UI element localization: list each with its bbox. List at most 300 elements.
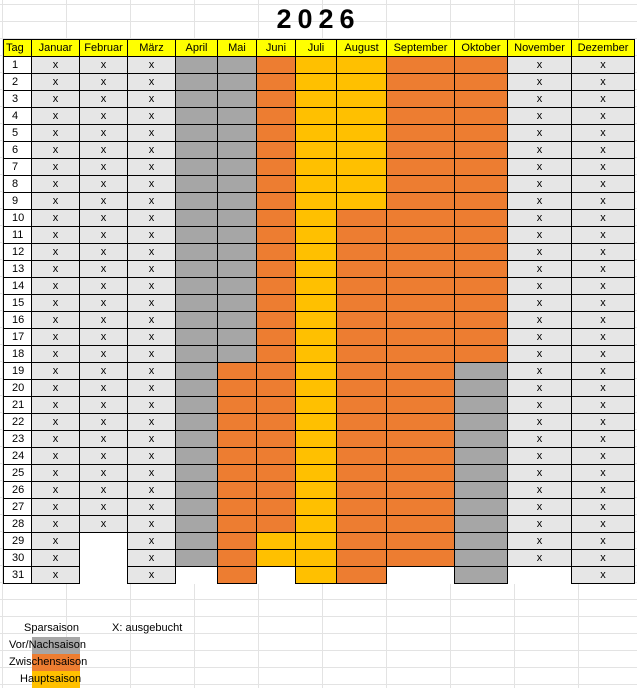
vornach-season-cell[interactable] xyxy=(176,193,218,210)
vornach-season-cell[interactable] xyxy=(455,533,508,550)
zwischen-season-cell[interactable] xyxy=(257,74,296,91)
day-number-cell[interactable]: 15 xyxy=(4,295,32,312)
zwischen-season-cell[interactable] xyxy=(218,431,257,448)
booked-cell[interactable]: x xyxy=(508,278,572,295)
booked-cell[interactable]: x xyxy=(128,397,176,414)
zwischen-season-cell[interactable] xyxy=(387,193,455,210)
day-number-cell[interactable]: 11 xyxy=(4,227,32,244)
booked-cell[interactable]: x xyxy=(508,159,572,176)
vornach-season-cell[interactable] xyxy=(176,329,218,346)
zwischen-season-cell[interactable] xyxy=(257,193,296,210)
zwischen-season-cell[interactable] xyxy=(257,244,296,261)
booked-cell[interactable]: x xyxy=(508,57,572,74)
booked-cell[interactable]: x xyxy=(128,278,176,295)
zwischen-season-cell[interactable] xyxy=(337,431,387,448)
zwischen-season-cell[interactable] xyxy=(337,397,387,414)
booked-cell[interactable]: x xyxy=(80,346,128,363)
zwischen-season-cell[interactable] xyxy=(257,295,296,312)
booked-cell[interactable]: x xyxy=(32,550,80,567)
booked-cell[interactable]: x xyxy=(80,380,128,397)
zwischen-season-cell[interactable] xyxy=(218,567,257,584)
vornach-season-cell[interactable] xyxy=(218,312,257,329)
zwischen-season-cell[interactable] xyxy=(455,261,508,278)
booked-cell[interactable]: x xyxy=(128,431,176,448)
booked-cell[interactable]: x xyxy=(128,465,176,482)
zwischen-season-cell[interactable] xyxy=(455,244,508,261)
vornach-season-cell[interactable] xyxy=(176,482,218,499)
zwischen-season-cell[interactable] xyxy=(257,210,296,227)
day-number-cell[interactable]: 12 xyxy=(4,244,32,261)
haupt-season-cell[interactable] xyxy=(337,57,387,74)
header-cell-month[interactable]: August xyxy=(337,40,387,57)
booked-cell[interactable]: x xyxy=(508,448,572,465)
zwischen-season-cell[interactable] xyxy=(455,210,508,227)
booked-cell[interactable]: x xyxy=(508,176,572,193)
booked-cell[interactable]: x xyxy=(508,465,572,482)
booked-cell[interactable]: x xyxy=(572,482,635,499)
vornach-season-cell[interactable] xyxy=(455,550,508,567)
vornach-season-cell[interactable] xyxy=(218,210,257,227)
zwischen-season-cell[interactable] xyxy=(337,363,387,380)
haupt-season-cell[interactable] xyxy=(296,210,337,227)
booked-cell[interactable]: x xyxy=(572,278,635,295)
haupt-season-cell[interactable] xyxy=(296,261,337,278)
day-number-cell[interactable]: 28 xyxy=(4,516,32,533)
vornach-season-cell[interactable] xyxy=(176,414,218,431)
booked-cell[interactable]: x xyxy=(128,193,176,210)
day-number-cell[interactable]: 1 xyxy=(4,57,32,74)
booked-cell[interactable]: x xyxy=(572,125,635,142)
booked-cell[interactable]: x xyxy=(32,295,80,312)
haupt-season-cell[interactable] xyxy=(296,431,337,448)
day-number-cell[interactable]: 3 xyxy=(4,91,32,108)
booked-cell[interactable]: x xyxy=(80,193,128,210)
haupt-season-cell[interactable] xyxy=(296,278,337,295)
booked-cell[interactable]: x xyxy=(128,244,176,261)
booked-cell[interactable]: x xyxy=(572,74,635,91)
vornach-season-cell[interactable] xyxy=(176,465,218,482)
haupt-season-cell[interactable] xyxy=(296,244,337,261)
haupt-season-cell[interactable] xyxy=(296,533,337,550)
day-number-cell[interactable]: 24 xyxy=(4,448,32,465)
zwischen-season-cell[interactable] xyxy=(257,397,296,414)
day-number-cell[interactable]: 21 xyxy=(4,397,32,414)
zwischen-season-cell[interactable] xyxy=(387,227,455,244)
booked-cell[interactable]: x xyxy=(80,448,128,465)
day-number-cell[interactable]: 23 xyxy=(4,431,32,448)
booked-cell[interactable]: x xyxy=(32,533,80,550)
haupt-season-cell[interactable] xyxy=(296,363,337,380)
booked-cell[interactable]: x xyxy=(128,482,176,499)
booked-cell[interactable]: x xyxy=(32,125,80,142)
booked-cell[interactable]: x xyxy=(572,227,635,244)
booked-cell[interactable]: x xyxy=(32,210,80,227)
haupt-season-cell[interactable] xyxy=(296,159,337,176)
zwischen-season-cell[interactable] xyxy=(257,142,296,159)
zwischen-season-cell[interactable] xyxy=(218,465,257,482)
zwischen-season-cell[interactable] xyxy=(387,261,455,278)
haupt-season-cell[interactable] xyxy=(296,176,337,193)
booked-cell[interactable]: x xyxy=(572,499,635,516)
booked-cell[interactable]: x xyxy=(80,125,128,142)
day-number-cell[interactable]: 27 xyxy=(4,499,32,516)
vornach-season-cell[interactable] xyxy=(176,295,218,312)
booked-cell[interactable]: x xyxy=(572,176,635,193)
booked-cell[interactable]: x xyxy=(80,431,128,448)
booked-cell[interactable]: x xyxy=(80,176,128,193)
zwischen-season-cell[interactable] xyxy=(387,142,455,159)
booked-cell[interactable]: x xyxy=(32,74,80,91)
booked-cell[interactable]: x xyxy=(32,176,80,193)
vornach-season-cell[interactable] xyxy=(218,278,257,295)
zwischen-season-cell[interactable] xyxy=(337,567,387,584)
vornach-season-cell[interactable] xyxy=(218,74,257,91)
header-cell-month[interactable]: März xyxy=(128,40,176,57)
vornach-season-cell[interactable] xyxy=(218,244,257,261)
zwischen-season-cell[interactable] xyxy=(455,278,508,295)
zwischen-season-cell[interactable] xyxy=(455,57,508,74)
header-cell-month[interactable]: Mai xyxy=(218,40,257,57)
header-cell-month[interactable]: Dezember xyxy=(572,40,635,57)
zwischen-season-cell[interactable] xyxy=(455,108,508,125)
zwischen-season-cell[interactable] xyxy=(455,91,508,108)
booked-cell[interactable]: x xyxy=(32,499,80,516)
zwischen-season-cell[interactable] xyxy=(387,312,455,329)
booked-cell[interactable]: x xyxy=(572,550,635,567)
zwischen-season-cell[interactable] xyxy=(257,363,296,380)
booked-cell[interactable]: x xyxy=(572,448,635,465)
booked-cell[interactable]: x xyxy=(508,312,572,329)
day-number-cell[interactable]: 31 xyxy=(4,567,32,584)
booked-cell[interactable]: x xyxy=(572,431,635,448)
zwischen-season-cell[interactable] xyxy=(387,295,455,312)
vornach-season-cell[interactable] xyxy=(176,516,218,533)
booked-cell[interactable]: x xyxy=(32,193,80,210)
booked-cell[interactable]: x xyxy=(80,278,128,295)
booked-cell[interactable]: x xyxy=(80,414,128,431)
vornach-season-cell[interactable] xyxy=(176,108,218,125)
zwischen-season-cell[interactable] xyxy=(257,431,296,448)
zwischen-season-cell[interactable] xyxy=(337,533,387,550)
zwischen-season-cell[interactable] xyxy=(337,295,387,312)
haupt-season-cell[interactable] xyxy=(296,312,337,329)
day-number-cell[interactable]: 4 xyxy=(4,108,32,125)
booked-cell[interactable]: x xyxy=(128,499,176,516)
header-cell-month[interactable]: September xyxy=(387,40,455,57)
booked-cell[interactable]: x xyxy=(128,329,176,346)
booked-cell[interactable]: x xyxy=(572,142,635,159)
haupt-season-cell[interactable] xyxy=(337,142,387,159)
zwischen-season-cell[interactable] xyxy=(218,448,257,465)
vornach-season-cell[interactable] xyxy=(455,431,508,448)
booked-cell[interactable]: x xyxy=(80,312,128,329)
day-number-cell[interactable]: 2 xyxy=(4,74,32,91)
zwischen-season-cell[interactable] xyxy=(257,227,296,244)
zwischen-season-cell[interactable] xyxy=(387,516,455,533)
vornach-season-cell[interactable] xyxy=(218,227,257,244)
zwischen-season-cell[interactable] xyxy=(337,227,387,244)
zwischen-season-cell[interactable] xyxy=(257,516,296,533)
vornach-season-cell[interactable] xyxy=(176,261,218,278)
booked-cell[interactable]: x xyxy=(508,363,572,380)
haupt-season-cell[interactable] xyxy=(337,193,387,210)
booked-cell[interactable]: x xyxy=(508,261,572,278)
booked-cell[interactable]: x xyxy=(32,363,80,380)
day-number-cell[interactable]: 9 xyxy=(4,193,32,210)
day-number-cell[interactable]: 20 xyxy=(4,380,32,397)
booked-cell[interactable]: x xyxy=(128,533,176,550)
day-number-cell[interactable]: 19 xyxy=(4,363,32,380)
zwischen-season-cell[interactable] xyxy=(218,550,257,567)
booked-cell[interactable]: x xyxy=(128,125,176,142)
vornach-season-cell[interactable] xyxy=(176,142,218,159)
vornach-season-cell[interactable] xyxy=(455,482,508,499)
zwischen-season-cell[interactable] xyxy=(337,278,387,295)
day-number-cell[interactable]: 7 xyxy=(4,159,32,176)
booked-cell[interactable]: x xyxy=(80,159,128,176)
booked-cell[interactable]: x xyxy=(128,295,176,312)
haupt-season-cell[interactable] xyxy=(296,227,337,244)
booked-cell[interactable]: x xyxy=(80,74,128,91)
zwischen-season-cell[interactable] xyxy=(218,499,257,516)
haupt-season-cell[interactable] xyxy=(257,550,296,567)
booked-cell[interactable]: x xyxy=(80,363,128,380)
zwischen-season-cell[interactable] xyxy=(337,499,387,516)
vornach-season-cell[interactable] xyxy=(455,499,508,516)
booked-cell[interactable]: x xyxy=(32,108,80,125)
haupt-season-cell[interactable] xyxy=(296,516,337,533)
zwischen-season-cell[interactable] xyxy=(218,397,257,414)
zwischen-season-cell[interactable] xyxy=(387,57,455,74)
haupt-season-cell[interactable] xyxy=(337,108,387,125)
booked-cell[interactable]: x xyxy=(32,57,80,74)
vornach-season-cell[interactable] xyxy=(218,261,257,278)
booked-cell[interactable]: x xyxy=(128,159,176,176)
zwischen-season-cell[interactable] xyxy=(218,516,257,533)
zwischen-season-cell[interactable] xyxy=(387,91,455,108)
booked-cell[interactable]: x xyxy=(508,91,572,108)
zwischen-season-cell[interactable] xyxy=(387,346,455,363)
vornach-season-cell[interactable] xyxy=(218,57,257,74)
booked-cell[interactable]: x xyxy=(128,567,176,584)
booked-cell[interactable]: x xyxy=(128,91,176,108)
day-number-cell[interactable]: 16 xyxy=(4,312,32,329)
zwischen-season-cell[interactable] xyxy=(218,533,257,550)
zwischen-season-cell[interactable] xyxy=(387,550,455,567)
zwischen-season-cell[interactable] xyxy=(257,91,296,108)
header-cell-month[interactable]: April xyxy=(176,40,218,57)
zwischen-season-cell[interactable] xyxy=(387,533,455,550)
zwischen-season-cell[interactable] xyxy=(257,482,296,499)
booked-cell[interactable]: x xyxy=(572,567,635,584)
vornach-season-cell[interactable] xyxy=(176,74,218,91)
zwischen-season-cell[interactable] xyxy=(455,346,508,363)
vornach-season-cell[interactable] xyxy=(176,91,218,108)
zwischen-season-cell[interactable] xyxy=(387,329,455,346)
booked-cell[interactable]: x xyxy=(128,210,176,227)
haupt-season-cell[interactable] xyxy=(296,465,337,482)
haupt-season-cell[interactable] xyxy=(296,380,337,397)
booked-cell[interactable]: x xyxy=(32,567,80,584)
booked-cell[interactable]: x xyxy=(128,142,176,159)
booked-cell[interactable]: x xyxy=(572,516,635,533)
haupt-season-cell[interactable] xyxy=(296,346,337,363)
booked-cell[interactable]: x xyxy=(32,465,80,482)
header-cell-tag[interactable]: Tag xyxy=(4,40,32,57)
vornach-season-cell[interactable] xyxy=(218,295,257,312)
booked-cell[interactable]: x xyxy=(32,448,80,465)
booked-cell[interactable]: x xyxy=(572,397,635,414)
zwischen-season-cell[interactable] xyxy=(218,380,257,397)
header-cell-month[interactable]: Januar xyxy=(32,40,80,57)
booked-cell[interactable]: x xyxy=(32,227,80,244)
zwischen-season-cell[interactable] xyxy=(387,244,455,261)
haupt-season-cell[interactable] xyxy=(337,125,387,142)
zwischen-season-cell[interactable] xyxy=(455,176,508,193)
booked-cell[interactable]: x xyxy=(572,465,635,482)
day-number-cell[interactable]: 13 xyxy=(4,261,32,278)
zwischen-season-cell[interactable] xyxy=(337,329,387,346)
vornach-season-cell[interactable] xyxy=(176,159,218,176)
vornach-season-cell[interactable] xyxy=(218,108,257,125)
zwischen-season-cell[interactable] xyxy=(337,312,387,329)
vornach-season-cell[interactable] xyxy=(176,227,218,244)
zwischen-season-cell[interactable] xyxy=(218,414,257,431)
haupt-season-cell[interactable] xyxy=(337,159,387,176)
header-cell-month[interactable]: Oktober xyxy=(455,40,508,57)
booked-cell[interactable]: x xyxy=(572,210,635,227)
booked-cell[interactable]: x xyxy=(80,295,128,312)
haupt-season-cell[interactable] xyxy=(296,57,337,74)
haupt-season-cell[interactable] xyxy=(296,193,337,210)
booked-cell[interactable]: x xyxy=(508,108,572,125)
zwischen-season-cell[interactable] xyxy=(455,142,508,159)
booked-cell[interactable]: x xyxy=(508,295,572,312)
vornach-season-cell[interactable] xyxy=(176,431,218,448)
booked-cell[interactable]: x xyxy=(508,550,572,567)
booked-cell[interactable]: x xyxy=(572,346,635,363)
booked-cell[interactable]: x xyxy=(572,244,635,261)
zwischen-season-cell[interactable] xyxy=(387,499,455,516)
vornach-season-cell[interactable] xyxy=(176,278,218,295)
booked-cell[interactable]: x xyxy=(32,482,80,499)
day-number-cell[interactable]: 17 xyxy=(4,329,32,346)
haupt-season-cell[interactable] xyxy=(296,482,337,499)
vornach-season-cell[interactable] xyxy=(218,125,257,142)
header-cell-month[interactable]: Februar xyxy=(80,40,128,57)
booked-cell[interactable]: x xyxy=(32,397,80,414)
zwischen-season-cell[interactable] xyxy=(455,329,508,346)
zwischen-season-cell[interactable] xyxy=(257,465,296,482)
booked-cell[interactable]: x xyxy=(80,108,128,125)
booked-cell[interactable]: x xyxy=(80,244,128,261)
haupt-season-cell[interactable] xyxy=(296,91,337,108)
zwischen-season-cell[interactable] xyxy=(455,125,508,142)
zwischen-season-cell[interactable] xyxy=(387,74,455,91)
haupt-season-cell[interactable] xyxy=(296,499,337,516)
booked-cell[interactable]: x xyxy=(80,465,128,482)
booked-cell[interactable]: x xyxy=(572,108,635,125)
booked-cell[interactable]: x xyxy=(32,91,80,108)
booked-cell[interactable]: x xyxy=(32,346,80,363)
booked-cell[interactable]: x xyxy=(32,380,80,397)
haupt-season-cell[interactable] xyxy=(296,414,337,431)
header-cell-month[interactable]: November xyxy=(508,40,572,57)
haupt-season-cell[interactable] xyxy=(296,329,337,346)
vornach-season-cell[interactable] xyxy=(176,210,218,227)
zwischen-season-cell[interactable] xyxy=(257,346,296,363)
day-number-cell[interactable]: 26 xyxy=(4,482,32,499)
vornach-season-cell[interactable] xyxy=(176,176,218,193)
booked-cell[interactable]: x xyxy=(572,329,635,346)
vornach-season-cell[interactable] xyxy=(176,499,218,516)
zwischen-season-cell[interactable] xyxy=(455,74,508,91)
zwischen-season-cell[interactable] xyxy=(387,448,455,465)
zwischen-season-cell[interactable] xyxy=(337,346,387,363)
zwischen-season-cell[interactable] xyxy=(455,227,508,244)
booked-cell[interactable]: x xyxy=(572,312,635,329)
booked-cell[interactable]: x xyxy=(572,159,635,176)
zwischen-season-cell[interactable] xyxy=(337,516,387,533)
booked-cell[interactable]: x xyxy=(80,397,128,414)
day-number-cell[interactable]: 14 xyxy=(4,278,32,295)
zwischen-season-cell[interactable] xyxy=(257,108,296,125)
day-number-cell[interactable]: 8 xyxy=(4,176,32,193)
zwischen-season-cell[interactable] xyxy=(455,193,508,210)
booked-cell[interactable]: x xyxy=(508,346,572,363)
zwischen-season-cell[interactable] xyxy=(387,431,455,448)
booked-cell[interactable]: x xyxy=(508,516,572,533)
zwischen-season-cell[interactable] xyxy=(455,159,508,176)
booked-cell[interactable]: x xyxy=(80,57,128,74)
booked-cell[interactable]: x xyxy=(128,448,176,465)
vornach-season-cell[interactable] xyxy=(218,91,257,108)
booked-cell[interactable]: x xyxy=(508,227,572,244)
zwischen-season-cell[interactable] xyxy=(257,176,296,193)
day-number-cell[interactable]: 29 xyxy=(4,533,32,550)
vornach-season-cell[interactable] xyxy=(455,414,508,431)
zwischen-season-cell[interactable] xyxy=(257,448,296,465)
booked-cell[interactable]: x xyxy=(32,261,80,278)
zwischen-season-cell[interactable] xyxy=(387,125,455,142)
booked-cell[interactable]: x xyxy=(508,142,572,159)
vornach-season-cell[interactable] xyxy=(218,193,257,210)
booked-cell[interactable]: x xyxy=(128,108,176,125)
booked-cell[interactable]: x xyxy=(508,499,572,516)
vornach-season-cell[interactable] xyxy=(176,533,218,550)
vornach-season-cell[interactable] xyxy=(218,142,257,159)
zwischen-season-cell[interactable] xyxy=(218,482,257,499)
booked-cell[interactable]: x xyxy=(572,533,635,550)
vornach-season-cell[interactable] xyxy=(176,346,218,363)
vornach-season-cell[interactable] xyxy=(455,516,508,533)
haupt-season-cell[interactable] xyxy=(296,567,337,584)
booked-cell[interactable]: x xyxy=(128,57,176,74)
haupt-season-cell[interactable] xyxy=(296,74,337,91)
booked-cell[interactable]: x xyxy=(32,414,80,431)
vornach-season-cell[interactable] xyxy=(176,244,218,261)
vornach-season-cell[interactable] xyxy=(455,380,508,397)
vornach-season-cell[interactable] xyxy=(455,448,508,465)
haupt-season-cell[interactable] xyxy=(257,533,296,550)
zwischen-season-cell[interactable] xyxy=(387,380,455,397)
zwischen-season-cell[interactable] xyxy=(337,244,387,261)
haupt-season-cell[interactable] xyxy=(296,125,337,142)
zwischen-season-cell[interactable] xyxy=(337,482,387,499)
zwischen-season-cell[interactable] xyxy=(257,329,296,346)
vornach-season-cell[interactable] xyxy=(218,176,257,193)
booked-cell[interactable]: x xyxy=(508,380,572,397)
